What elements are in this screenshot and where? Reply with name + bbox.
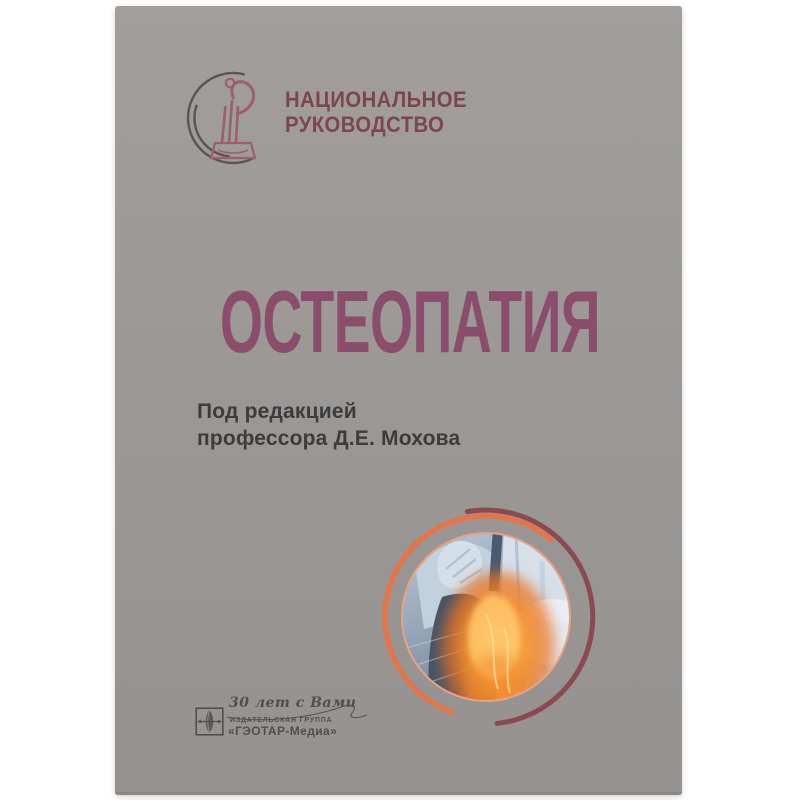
anniversary-script: 30 лет с Вами (229, 695, 357, 711)
cover-bottom-edge (115, 792, 682, 795)
emblem-circle-arcs (188, 73, 255, 163)
series-line-1: НАЦИОНАЛЬНОЕ (285, 87, 467, 112)
publisher-logo-block (195, 694, 375, 742)
national-guide-emblem-icon (178, 62, 288, 172)
emblem-monument-glyph (211, 79, 255, 158)
editor-line-2: профессора Д.Е. Мохова (197, 427, 461, 450)
publisher-group-label: ИЗДАТЕЛЬСКАЯ ГРУППА (230, 717, 333, 724)
book-title: ОСТЕОПАТИЯ (219, 272, 601, 371)
series-title (285, 87, 467, 137)
geotar-media-mark-icon (195, 707, 224, 736)
publisher-name: «ГЭОТАР-Медиа» (228, 724, 338, 738)
book-cover (115, 6, 682, 795)
editor-credit (197, 398, 460, 452)
editor-line-1: Под редакцией (197, 400, 357, 423)
series-line-2: РУКОВОДСТВО (285, 112, 445, 137)
treatment-photo-medallion (346, 477, 626, 757)
